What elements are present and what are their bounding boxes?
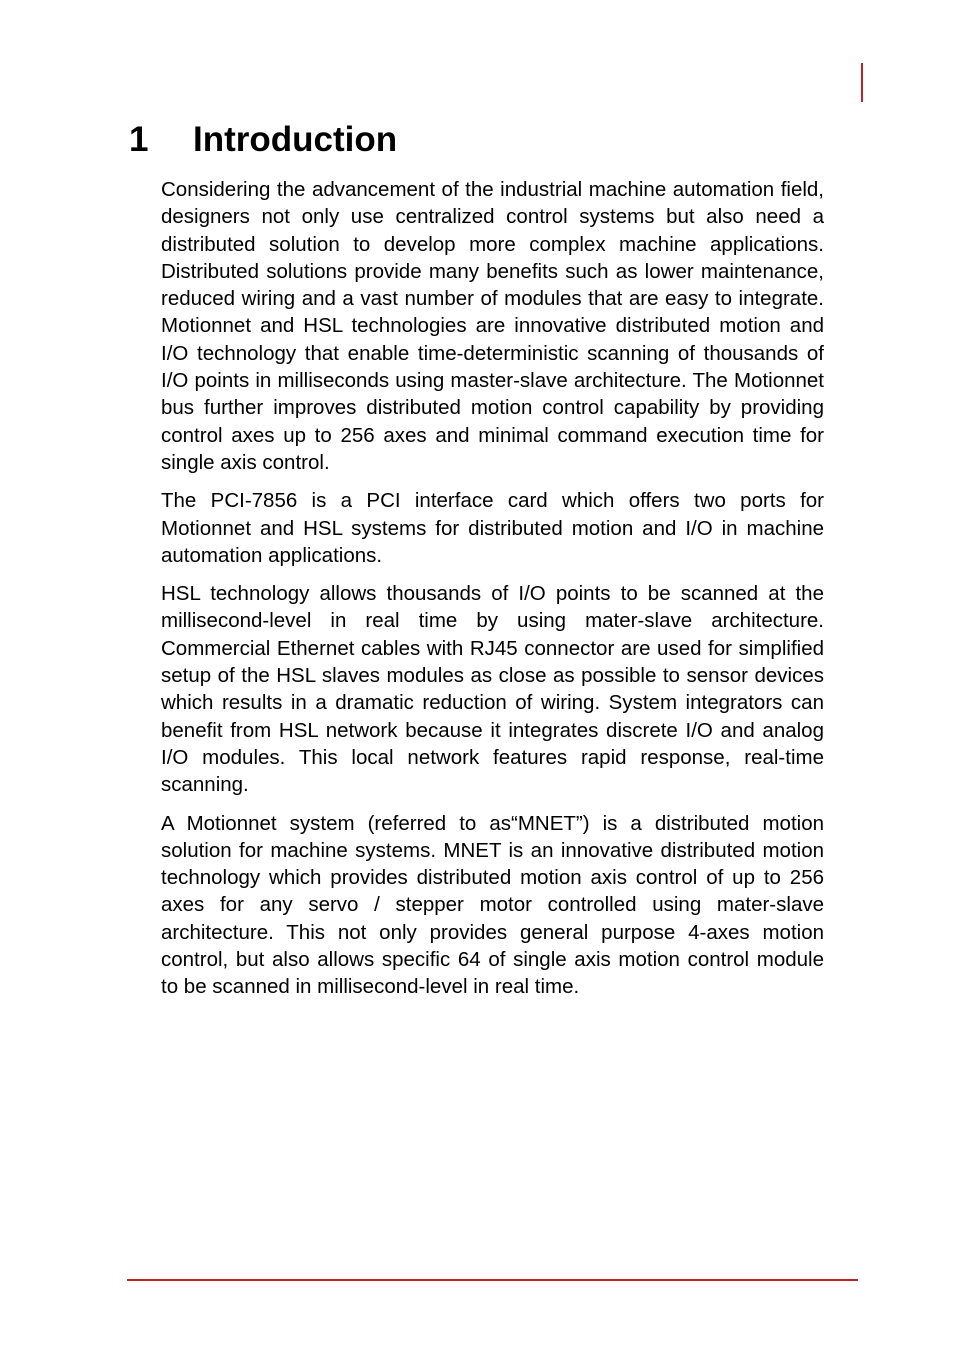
paragraph-hsl-technology: HSL technology allows thousands of I/O points to be scanned at the millisecond-level in real time by using mater-slave architecture. Commercial Ethernet cables with RJ45 connector are used for simplified setup of the HSL slaves modules as close as possible to sensor devices which results in a dramatic reduction of wiring. System integrators can benefit from HSL network because it integrates discrete I/O and analog I/O modules. This local network features rapid response, real-time scanning. [161, 582, 824, 797]
chapter-title: Introduction [193, 120, 398, 159]
chapter-number: 1 [129, 120, 149, 159]
paragraph-motionnet-system: A Motionnet system (referred to as“MNET”) is a distributed motion solution for machine systems. MNET is an innovative distributed motion technology which provides distributed motion axis control of up to 256 axes for any servo / stepper motor controlled using mater-slave architecture. This not only provides general purpose 4-axes motion control, but also allows specific 64 of single axis motion control module to be scanned in millisecond-level in real time. [161, 811, 824, 999]
chapter-heading [129, 116, 397, 164]
chapter-body [161, 176, 824, 1012]
paragraph-pci-7856: The PCI-7856 is a PCI interface card which offers two ports for Motionnet and HSL systems for distributed motion and I/O in machine automation applications. [161, 489, 824, 567]
footer-rule [127, 1279, 858, 1281]
page-corner-mark [861, 63, 863, 102]
paragraph-advancement: Considering the advancement of the industrial machine automation field, designers not only use centralized control systems but also need a distributed solution to develop more complex machine applications. Distributed solutions provide many benefits such as lower maintenance, reduced wiring and a vast number of modules that are easy to integrate. Motionnet and HSL technologies are innovative distributed motion and I/O technology that enable time-deterministic scanning of thousands of I/O points in milliseconds using master-slave architecture. The Motionnet bus further improves distributed motion control capability by providing control axes up to 256 axes and minimal command execution time for single axis control. [161, 178, 824, 474]
